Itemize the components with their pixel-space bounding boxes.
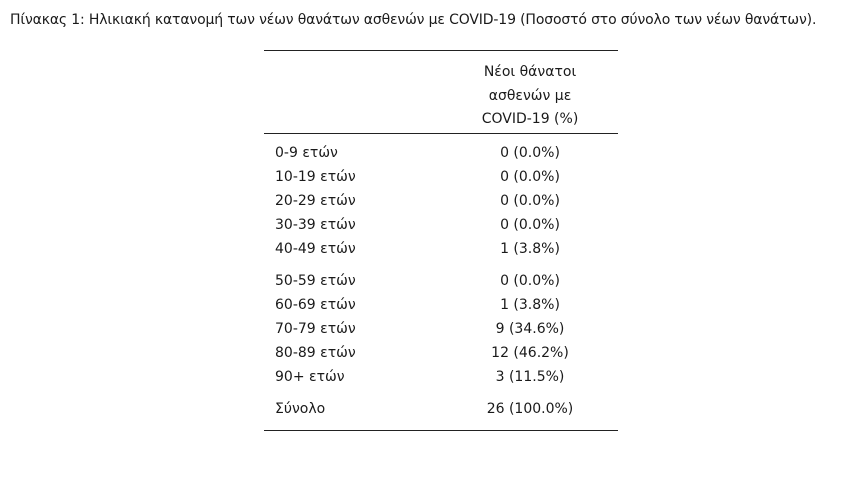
age-cell: 70-79 ετών (275, 321, 356, 337)
age-cell: 40-49 ετών (275, 241, 356, 257)
table-row (264, 189, 618, 213)
value-cell: 0 (0.0%) (500, 193, 560, 209)
row-group-2 (264, 261, 618, 389)
total-group (264, 389, 618, 430)
table-row (264, 341, 618, 365)
column-header-deaths: Νέοι θάνατοι ασθενών με COVID-19 (%) (481, 64, 579, 127)
age-cell: 90+ ετών (275, 369, 345, 385)
table-row (264, 237, 618, 261)
value-cell: 0 (0.0%) (500, 217, 560, 233)
total-label: Σύνολο (275, 401, 326, 417)
age-cell: 50-59 ετών (275, 273, 356, 289)
table-row (264, 213, 618, 237)
age-cell: 80-89 ετών (275, 345, 356, 361)
age-cell: 0-9 ετών (275, 145, 338, 161)
table-row (264, 293, 618, 317)
age-cell: 20-29 ετών (275, 193, 356, 209)
value-cell: 0 (0.0%) (500, 169, 560, 185)
total-value: 26 (100.0%) (486, 401, 574, 417)
age-cell: 10-19 ετών (275, 169, 356, 185)
value-cell: 12 (46.2%) (491, 345, 569, 361)
table-row (264, 141, 618, 165)
table-row (264, 365, 618, 389)
table-header (264, 51, 618, 134)
table-row (264, 165, 618, 189)
age-cell: 60-69 ετών (275, 297, 356, 313)
row-group-1 (264, 134, 618, 261)
age-distribution-table (264, 50, 618, 431)
total-row (264, 397, 618, 421)
table-row (264, 317, 618, 341)
table-caption: Πίνακας 1: Ηλικιακή κατανομή των νέων θανάτων ασθενών με COVID-19 (Ποσοστό στο σύνολο των νέων θανάτων). (10, 12, 817, 28)
value-cell: 0 (0.0%) (500, 145, 560, 161)
value-cell: 9 (34.6%) (495, 321, 565, 337)
value-cell: 0 (0.0%) (500, 273, 560, 289)
value-cell: 3 (11.5%) (495, 369, 565, 385)
table-row (264, 269, 618, 293)
age-cell: 30-39 ετών (275, 217, 356, 233)
value-cell: 1 (3.8%) (500, 241, 560, 257)
value-cell: 1 (3.8%) (500, 297, 560, 313)
